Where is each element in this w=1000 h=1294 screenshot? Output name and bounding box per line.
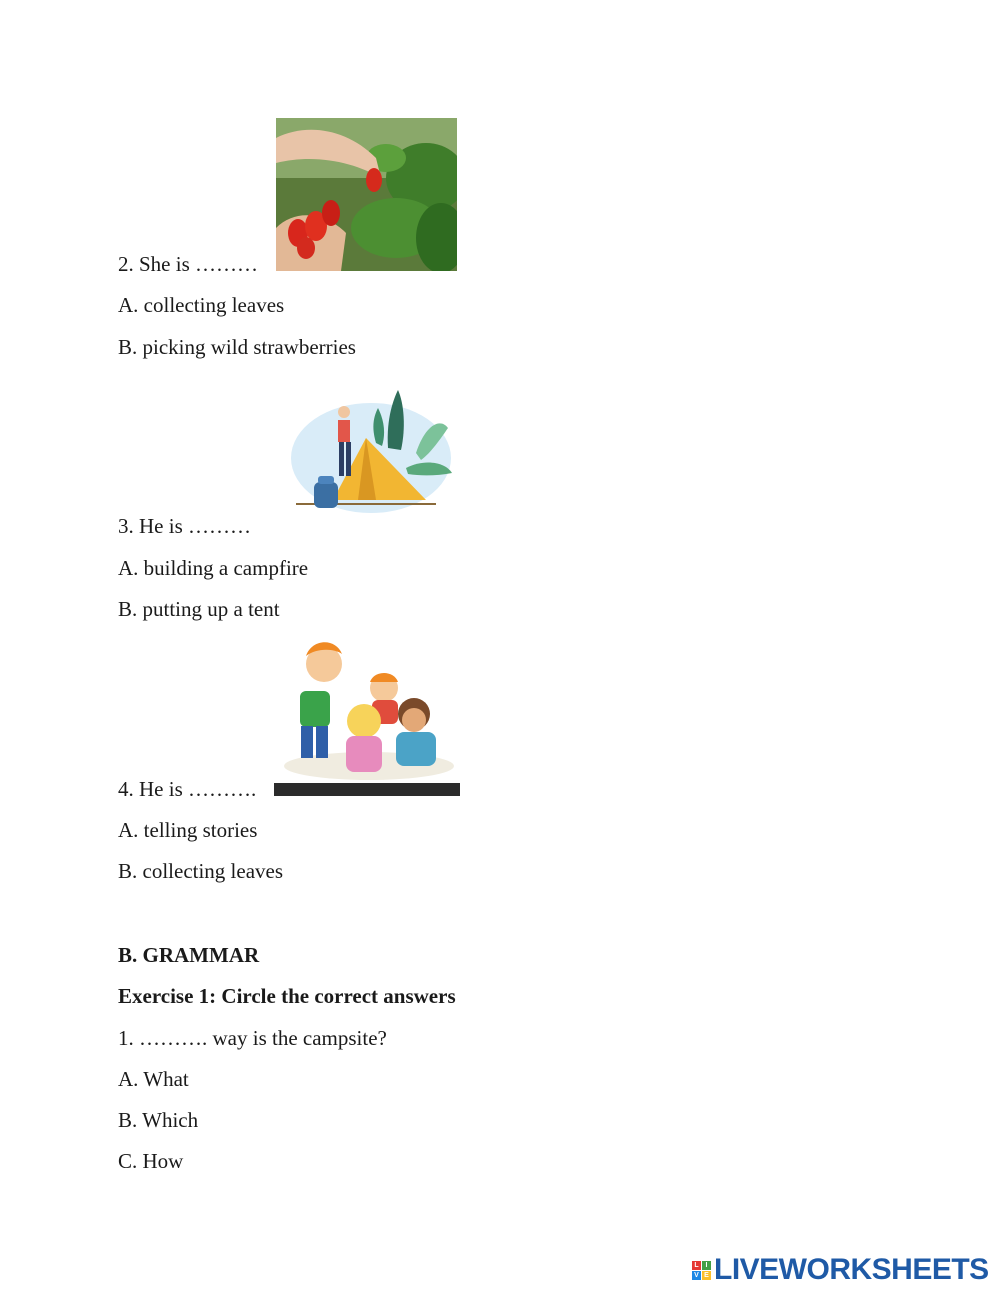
question-3-option-a[interactable]: A. building a campfire [118, 556, 309, 580]
grammar-option-c[interactable]: C. How [118, 1149, 184, 1173]
grammar-option-b[interactable]: B. Which [118, 1108, 199, 1132]
question-3-option-b[interactable]: B. putting up a tent [118, 597, 280, 621]
question-3-stem: 3. He is ……… [118, 514, 251, 538]
exercise-title: Exercise 1: Circle the correct answers [118, 984, 456, 1008]
question-2-option-b[interactable]: B. picking wild strawberries [118, 335, 356, 359]
section-heading: B. GRAMMAR [118, 943, 260, 967]
question-4-option-b[interactable]: B. collecting leaves [118, 859, 284, 883]
question-2-stem: 2. She is ……… [118, 252, 259, 276]
logo-text: LIVEWORKSHEETS [714, 1253, 989, 1286]
liveworksheets-logo [692, 1255, 989, 1285]
question-4-stem: 4. He is ………. [118, 777, 257, 801]
kids-telling-stories-image [274, 636, 460, 796]
grammar-question-1: 1. ………. way is the campsite? [118, 1026, 387, 1050]
question-4-option-a[interactable]: A. telling stories [118, 818, 258, 842]
logo-badge-icon: L I V E [692, 1261, 711, 1280]
grammar-option-a[interactable]: A. What [118, 1067, 189, 1091]
tent-image [276, 378, 466, 530]
question-2-option-a[interactable]: A. collecting leaves [118, 293, 285, 317]
strawberry-picking-image [276, 118, 457, 271]
